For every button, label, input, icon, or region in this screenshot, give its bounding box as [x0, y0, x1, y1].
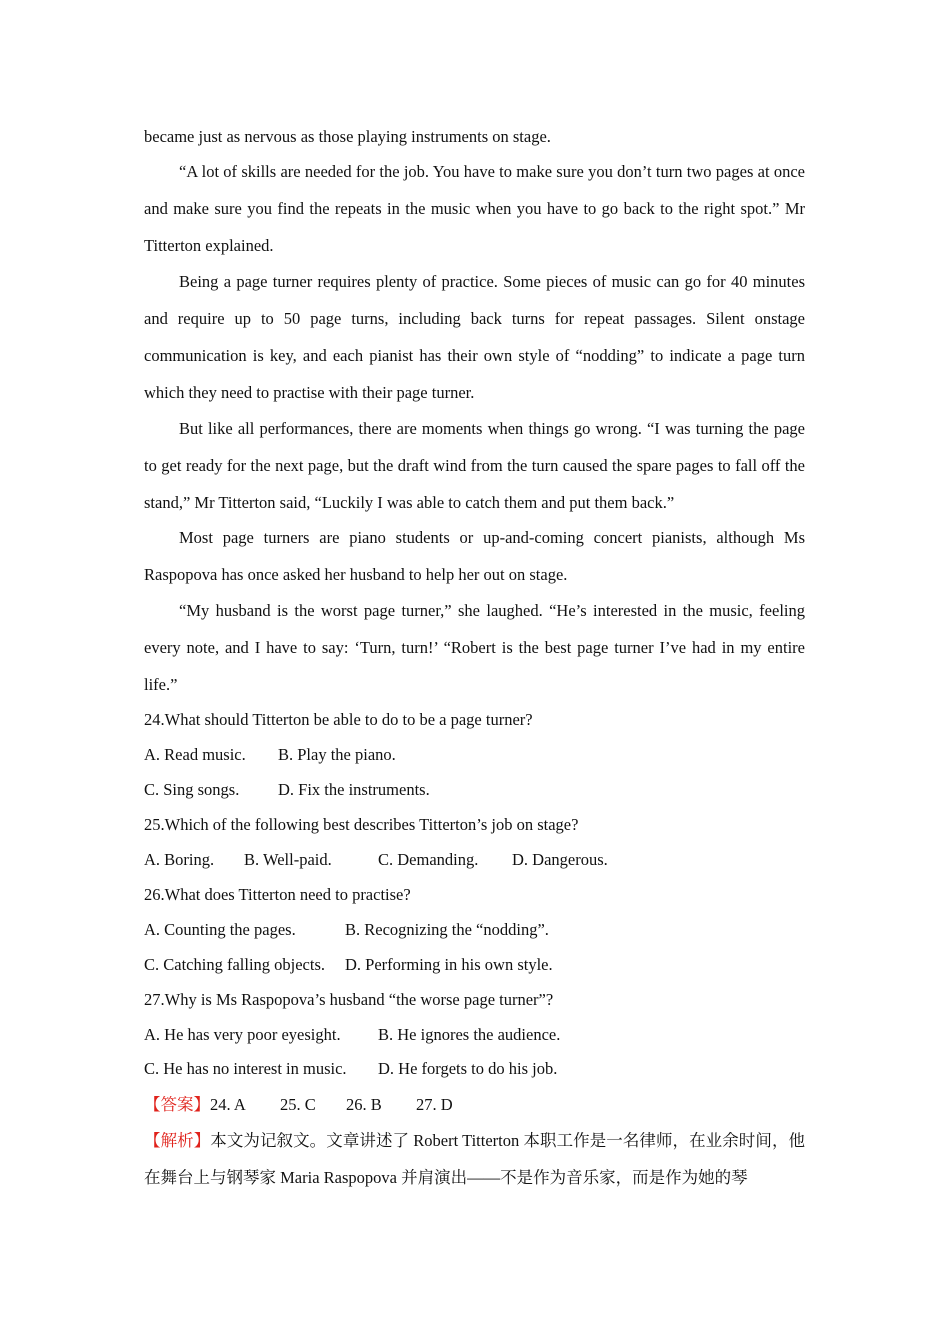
question-option: B. Well-paid. — [244, 850, 332, 869]
question-option: A. Boring. — [144, 850, 215, 869]
question-stem-26: 26.What does Titterton need to practise? — [144, 885, 411, 904]
question-option: D. Dangerous. — [512, 850, 608, 869]
question-option: C. Sing songs. — [144, 780, 240, 799]
question-option: D. Performing in his own style. — [345, 955, 553, 974]
question-options-row — [144, 1023, 844, 1047]
passage-paragraph-1: “A lot of skills are needed for the job. You have to make sure you don’t turn two pages at once and make sure you find the repeats in the music when you have to go back to the right spot.” Mr Titterton explained. — [144, 162, 805, 255]
answer-item: 27. D — [416, 1095, 453, 1114]
passage-paragraph-3: But like all performances, there are moments when things go wrong. “I was turning the page to get ready for the next page, but the draft wind from the turn caused the spare pages to fall off the stand,” Mr Titterton said, “Luckily I was able to catch them and put them back.” — [144, 419, 805, 512]
question-stem-24: 24.What should Titterton be able to do to be a page turner? — [144, 710, 533, 729]
answer-line — [144, 1093, 844, 1117]
question-option: A. Counting the pages. — [144, 920, 296, 939]
question-options-row — [144, 918, 844, 942]
analysis-text: 本文为记叙文。文章讲述了 Robert Titterton 本职工作是一名律师，在业余时间，他在舞台上与钢琴家 Maria Raspopova 并肩演出——不是作为音乐家，而是作为她的琴 — [144, 1131, 806, 1187]
answer-item: 26. B — [346, 1095, 382, 1114]
question-options-row — [144, 778, 844, 802]
answer-label: 【答案】 — [144, 1095, 210, 1114]
question-option: D. He forgets to do his job. — [378, 1059, 558, 1078]
question-option: C. Catching falling objects. — [144, 955, 326, 974]
question-option: B. Play the piano. — [278, 745, 396, 764]
question-options-row — [144, 848, 844, 872]
question-option: B. He ignores the audience. — [378, 1025, 561, 1044]
passage-paragraph-5: “My husband is the worst page turner,” she laughed. “He’s interested in the music, feeling every note, and I have to say: ‘Turn, turn!’ “Robert is the best page turner I’ve had in my entire life.” — [144, 601, 805, 694]
question-option: B. Recognizing the “nodding”. — [345, 920, 549, 939]
passage-paragraph-2: Being a page turner requires plenty of practice. Some pieces of music can go for 40 minutes and require up to 50 page turns, including back turns for repeat passages. Silent onstage communication is key, and each pianist has their own style of “nodding” to indicate a page turn which they need to practise with their page turner. — [144, 272, 805, 402]
analysis-paragraph — [144, 1122, 805, 1196]
answer-item: 25. C — [280, 1095, 316, 1114]
question-option: C. He has no interest in music. — [144, 1059, 347, 1078]
question-option: C. Demanding. — [378, 850, 479, 869]
question-stem-27: 27.Why is Ms Raspopova’s husband “the worse page turner”? — [144, 990, 554, 1009]
answer-item: 24. A — [210, 1095, 246, 1114]
analysis-label: 【解析】 — [144, 1131, 211, 1150]
question-stem-25: 25.Which of the following best describes Titterton’s job on stage? — [144, 815, 579, 834]
question-options-row — [144, 953, 844, 977]
question-options-row — [144, 1057, 844, 1081]
question-option: A. He has very poor eyesight. — [144, 1025, 341, 1044]
passage-paragraph-4: Most page turners are piano students or up-and-coming concert pianists, although Ms Raspopova has once asked her husband to help her out on stage. — [144, 528, 805, 584]
question-options-row — [144, 743, 844, 767]
question-option: D. Fix the instruments. — [278, 780, 430, 799]
question-option: A. Read music. — [144, 745, 246, 764]
passage-paragraph-0: became just as nervous as those playing instruments on stage. — [144, 127, 551, 146]
